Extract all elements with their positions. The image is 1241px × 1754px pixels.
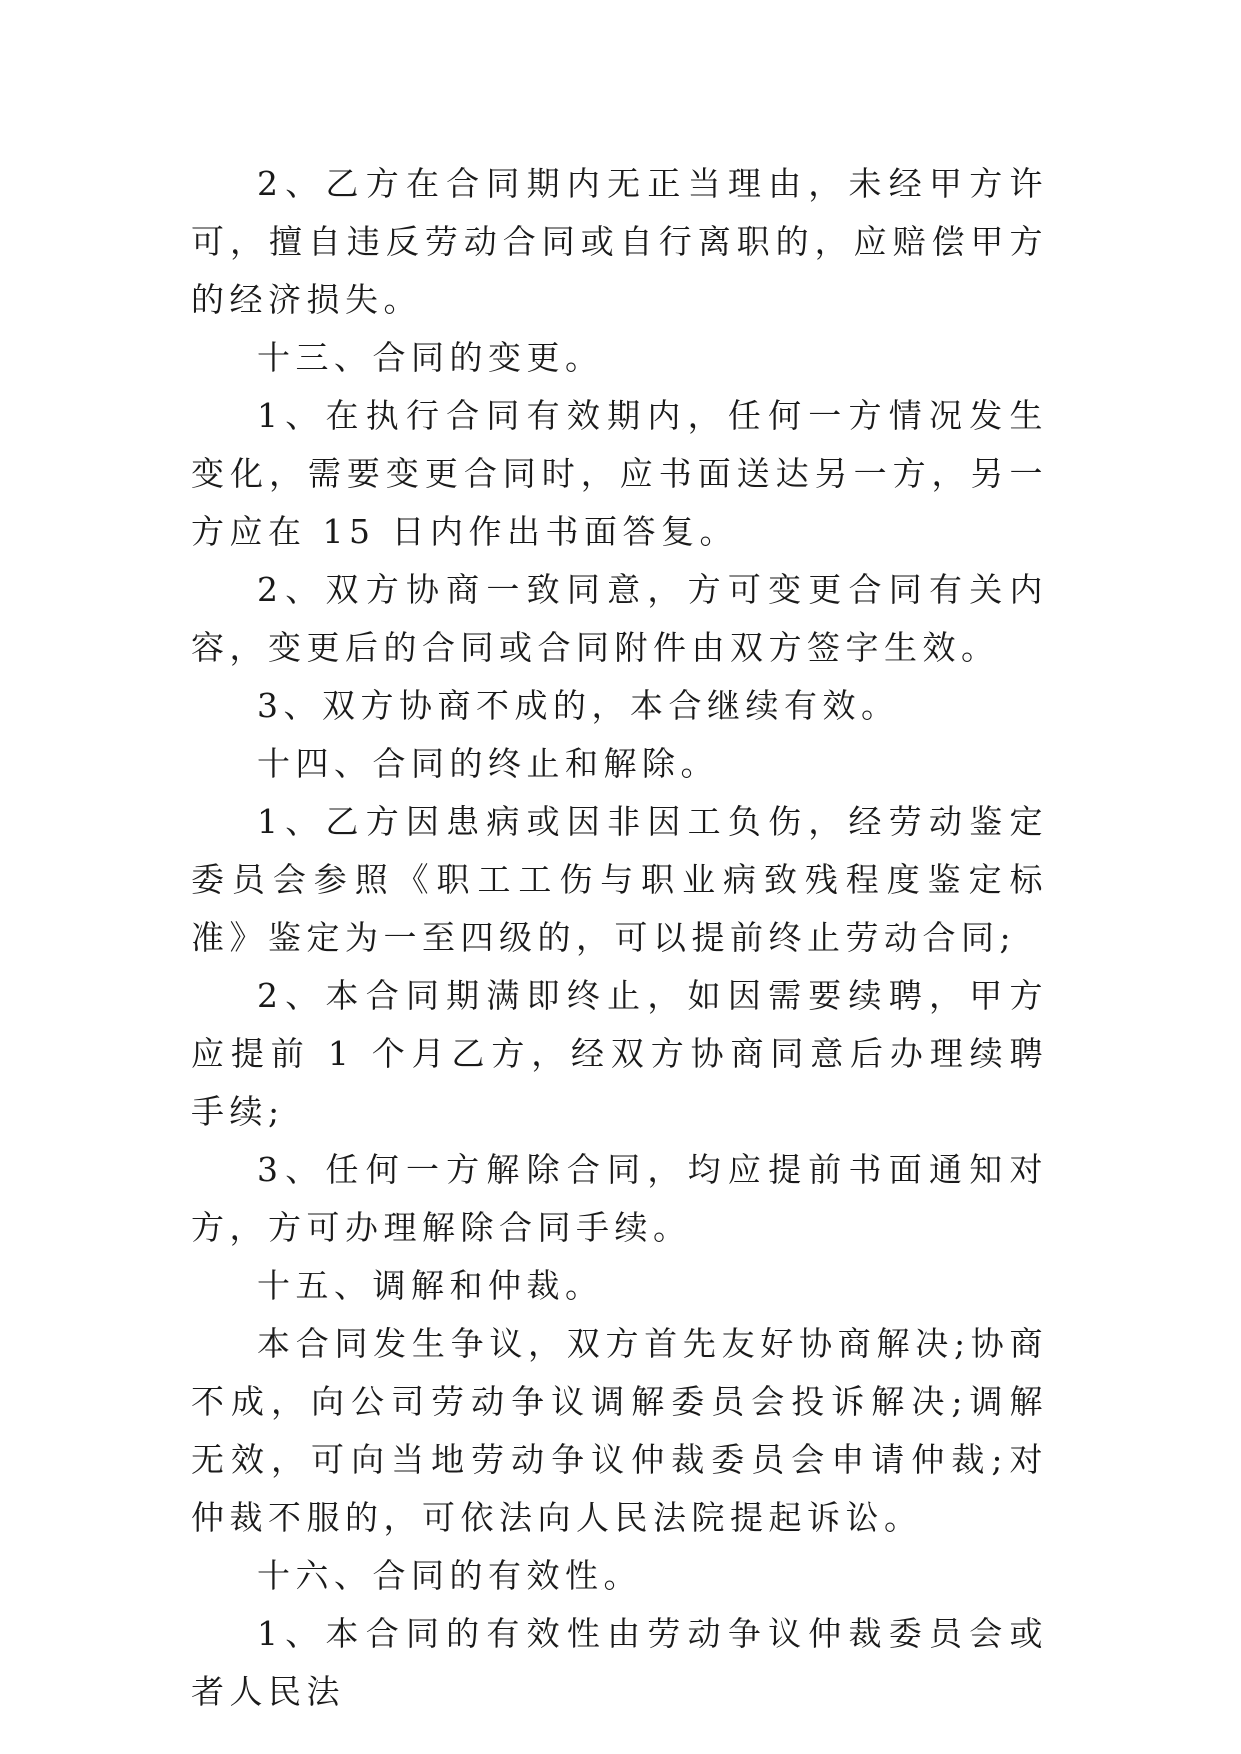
section-heading-16: 十六、合同的有效性。: [257, 1556, 642, 1595]
paragraph-validity-1: 1、本合同的有效性由劳动争议仲裁委员会或者人民法: [191, 1614, 1048, 1711]
paragraph-termination-1: 1、乙方因患病或因非因工负伤，经劳动鉴定委员会参照《职工工伤与职业病致残程度鉴定标准》鉴定为一至四级的，可以提前终止劳动合同;: [191, 802, 1048, 957]
paragraph-change-2: 2、双方协商一致同意，方可变更合同有关内容，变更后的合同或合同附件由双方签字生效。: [191, 570, 1048, 667]
paragraph-change-1: 1、在执行合同有效期内，任何一方情况发生变化，需要变更合同时，应书面送达另一方，另一方应在 15 日内作出书面答复。: [191, 396, 1048, 551]
section-heading-15: 十五、调解和仲裁。: [257, 1266, 604, 1305]
paragraph-change-3: 3、双方协商不成的，本合继续有效。: [257, 686, 900, 725]
document-body: [191, 155, 1048, 1721]
paragraph-termination-3: 3、任何一方解除合同，均应提前书面通知对方，方可办理解除合同手续。: [191, 1150, 1048, 1247]
paragraph-termination-2: 2、本合同期满即终止，如因需要续聘，甲方应提前 1 个月乙方，经双方协商同意后办理续聘手续;: [191, 976, 1048, 1131]
paragraph-arbitration: 本合同发生争议，双方首先友好协商解决;协商不成，向公司劳动争议调解委员会投诉解决;调解无效，可向当地劳动争议仲裁委员会申请仲裁;对仲裁不服的，可依法向人民法院提起诉讼。: [191, 1324, 1048, 1537]
section-heading-13: 十三、合同的变更。: [257, 338, 604, 377]
section-heading-14: 十四、合同的终止和解除。: [257, 744, 719, 783]
paragraph-breach-compensation: 2、乙方在合同期内无正当理由，未经甲方许可，擅自违反劳动合同或自行离职的，应赔偿甲方的经济损失。: [191, 164, 1048, 319]
